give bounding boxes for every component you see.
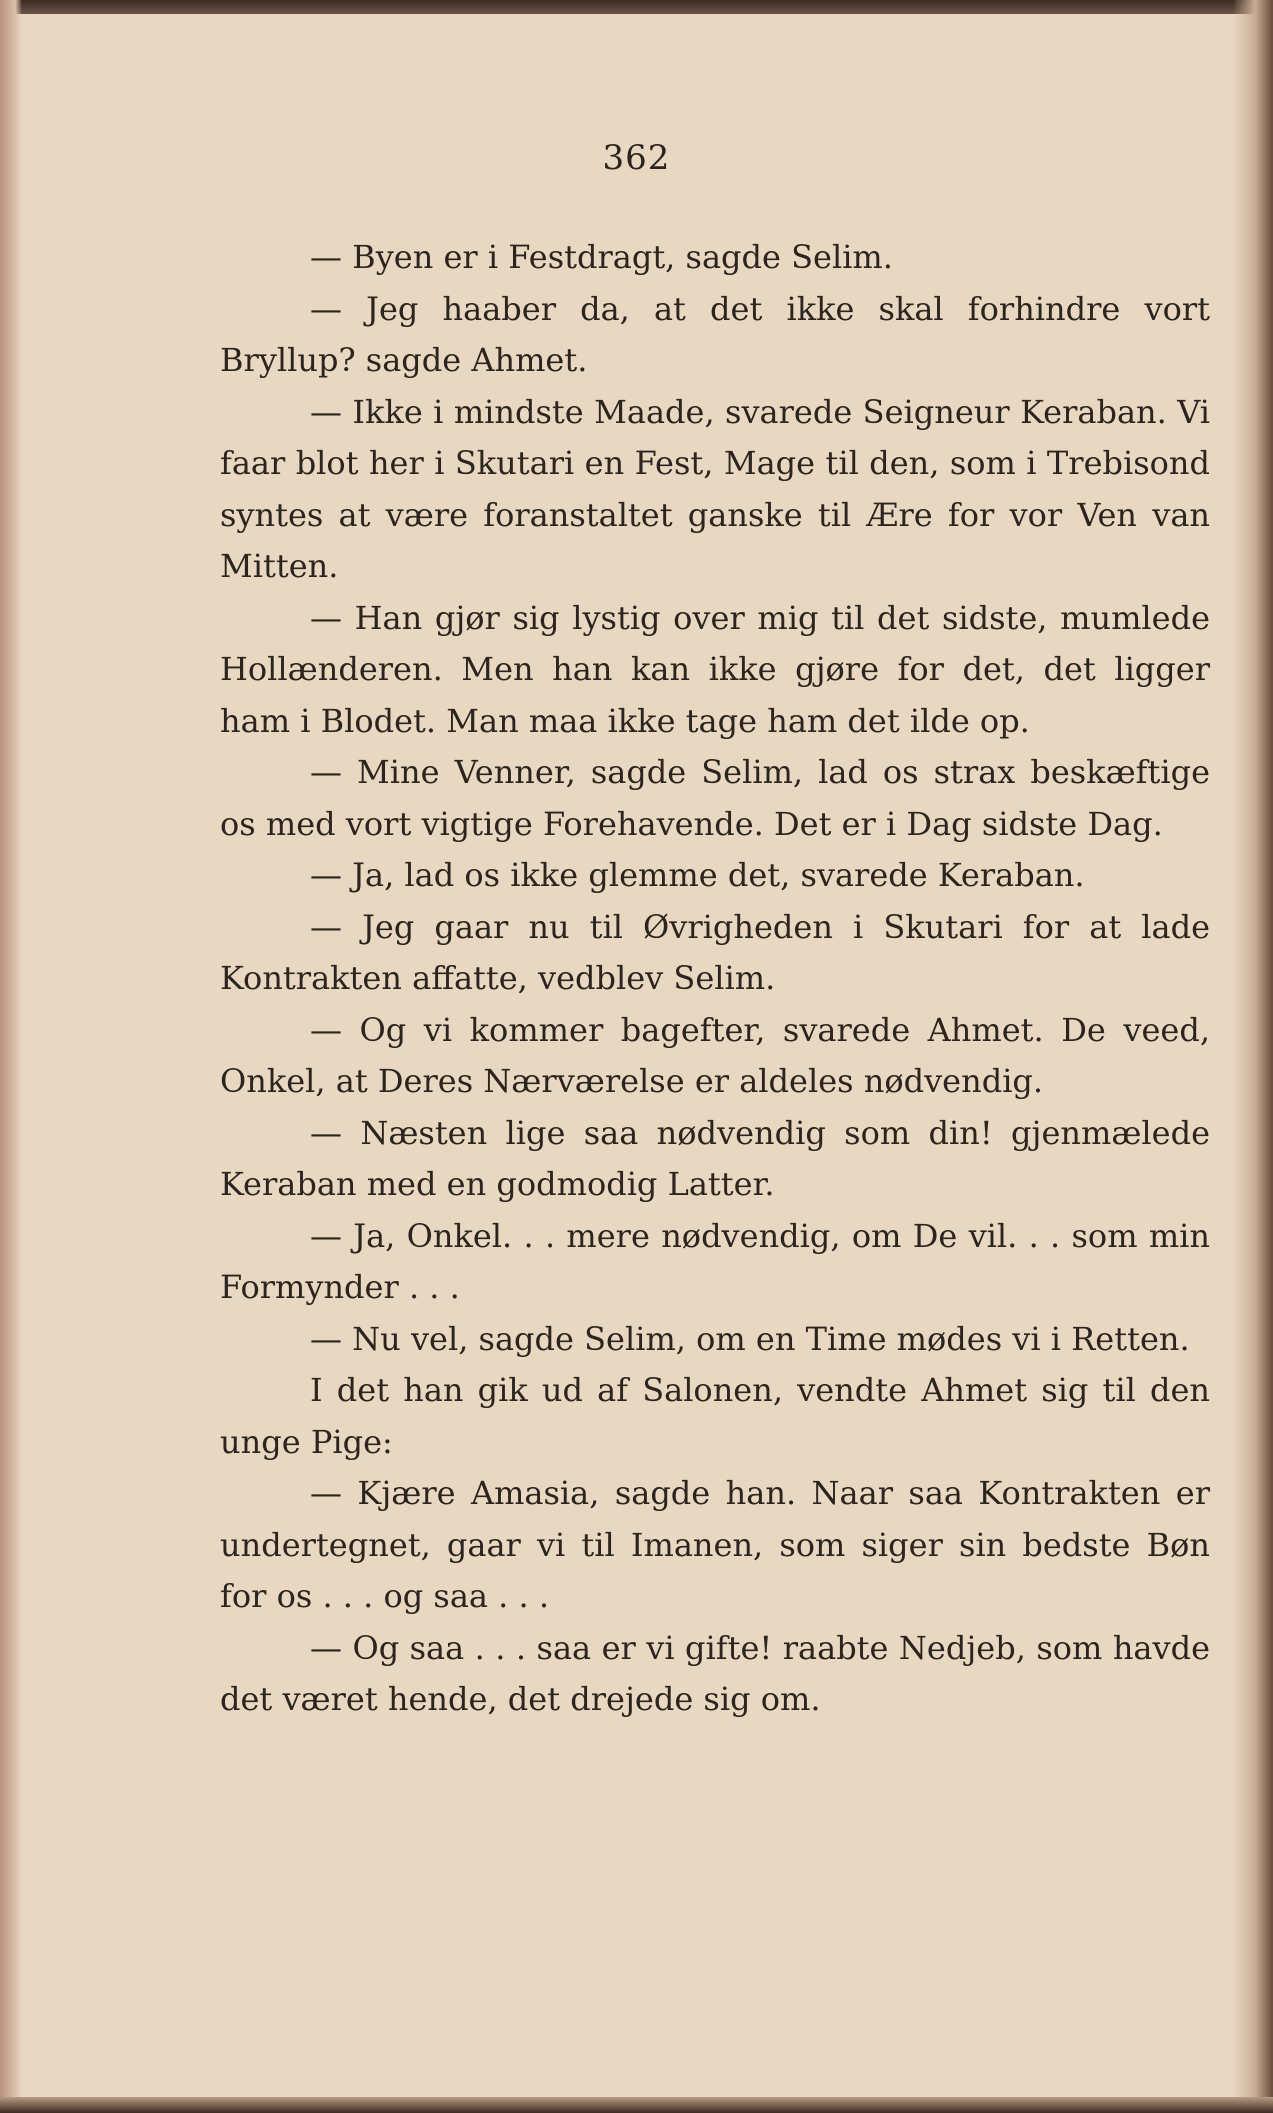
page-bottom-edge	[0, 2097, 1273, 2113]
paragraph: — Og saa . . . saa er vi gifte! raabte Nedjeb, som havde det været hende, det drejede sig om.	[220, 1628, 1210, 1718]
page-number: 362	[602, 138, 671, 178]
paragraph: — Og vi kommer bagefter, svarede Ahmet. De veed, Onkel, at Deres Nærværelse er aldeles nødvendig.	[220, 1010, 1210, 1100]
paragraph: — Han gjør sig lystig over mig til det sidste, mumlede Hollænderen. Men han kan ikke gjøre for det, det ligger ham i Blodet. Man maa ikke tage ham det ilde op.	[220, 598, 1210, 740]
body-text	[220, 232, 1210, 1726]
page-top-edge	[0, 0, 1273, 14]
paragraph: — Ikke i mindste Maade, svarede Seigneur Keraban. Vi faar blot her i Skutari en Fest, Mage til den, som i Trebisond syntes at være foranstaltet ganske til Ære for vor Ven van Mitten.	[220, 392, 1210, 585]
paragraph: — Mine Venner, sagde Selim, lad os strax beskæftige os med vort vigtige Forehavende. Det er i Dag sidste Dag.	[220, 753, 1210, 843]
page-left-edge	[0, 0, 22, 2113]
paragraph: — Jeg gaar nu til Øvrigheden i Skutari for at lade Kontrakten affatte, vedblev Selim.	[220, 907, 1210, 997]
paragraph: — Jeg haaber da, at det ikke skal forhindre vort Bryllup? sagde Ahmet.	[220, 289, 1210, 379]
paragraph: — Kjære Amasia, sagde han. Naar saa Kontrakten er undertegnet, gaar vi til Imanen, som siger sin bedste Bøn for os . . . og saa . . .	[220, 1474, 1210, 1615]
paragraph: — Næsten lige saa nødvendig som din! gjenmælede Keraban med en godmodig Latter.	[220, 1113, 1210, 1203]
paragraph: — Nu vel, sagde Selim, om en Time mødes vi i Retten.	[310, 1319, 1190, 1358]
paragraph: — Byen er i Festdragt, sagde Selim.	[310, 238, 893, 276]
page-right-edge	[1233, 0, 1273, 2113]
paragraph: — Ja, Onkel. . . mere nødvendig, om De vil. . . som min Formynder . . .	[220, 1216, 1210, 1306]
paragraph: I det han gik ud af Salonen, vendte Ahmet sig til den unge Pige:	[220, 1371, 1210, 1461]
paragraph: — Ja, lad os ikke glemme det, svarede Keraban.	[310, 856, 1085, 894]
